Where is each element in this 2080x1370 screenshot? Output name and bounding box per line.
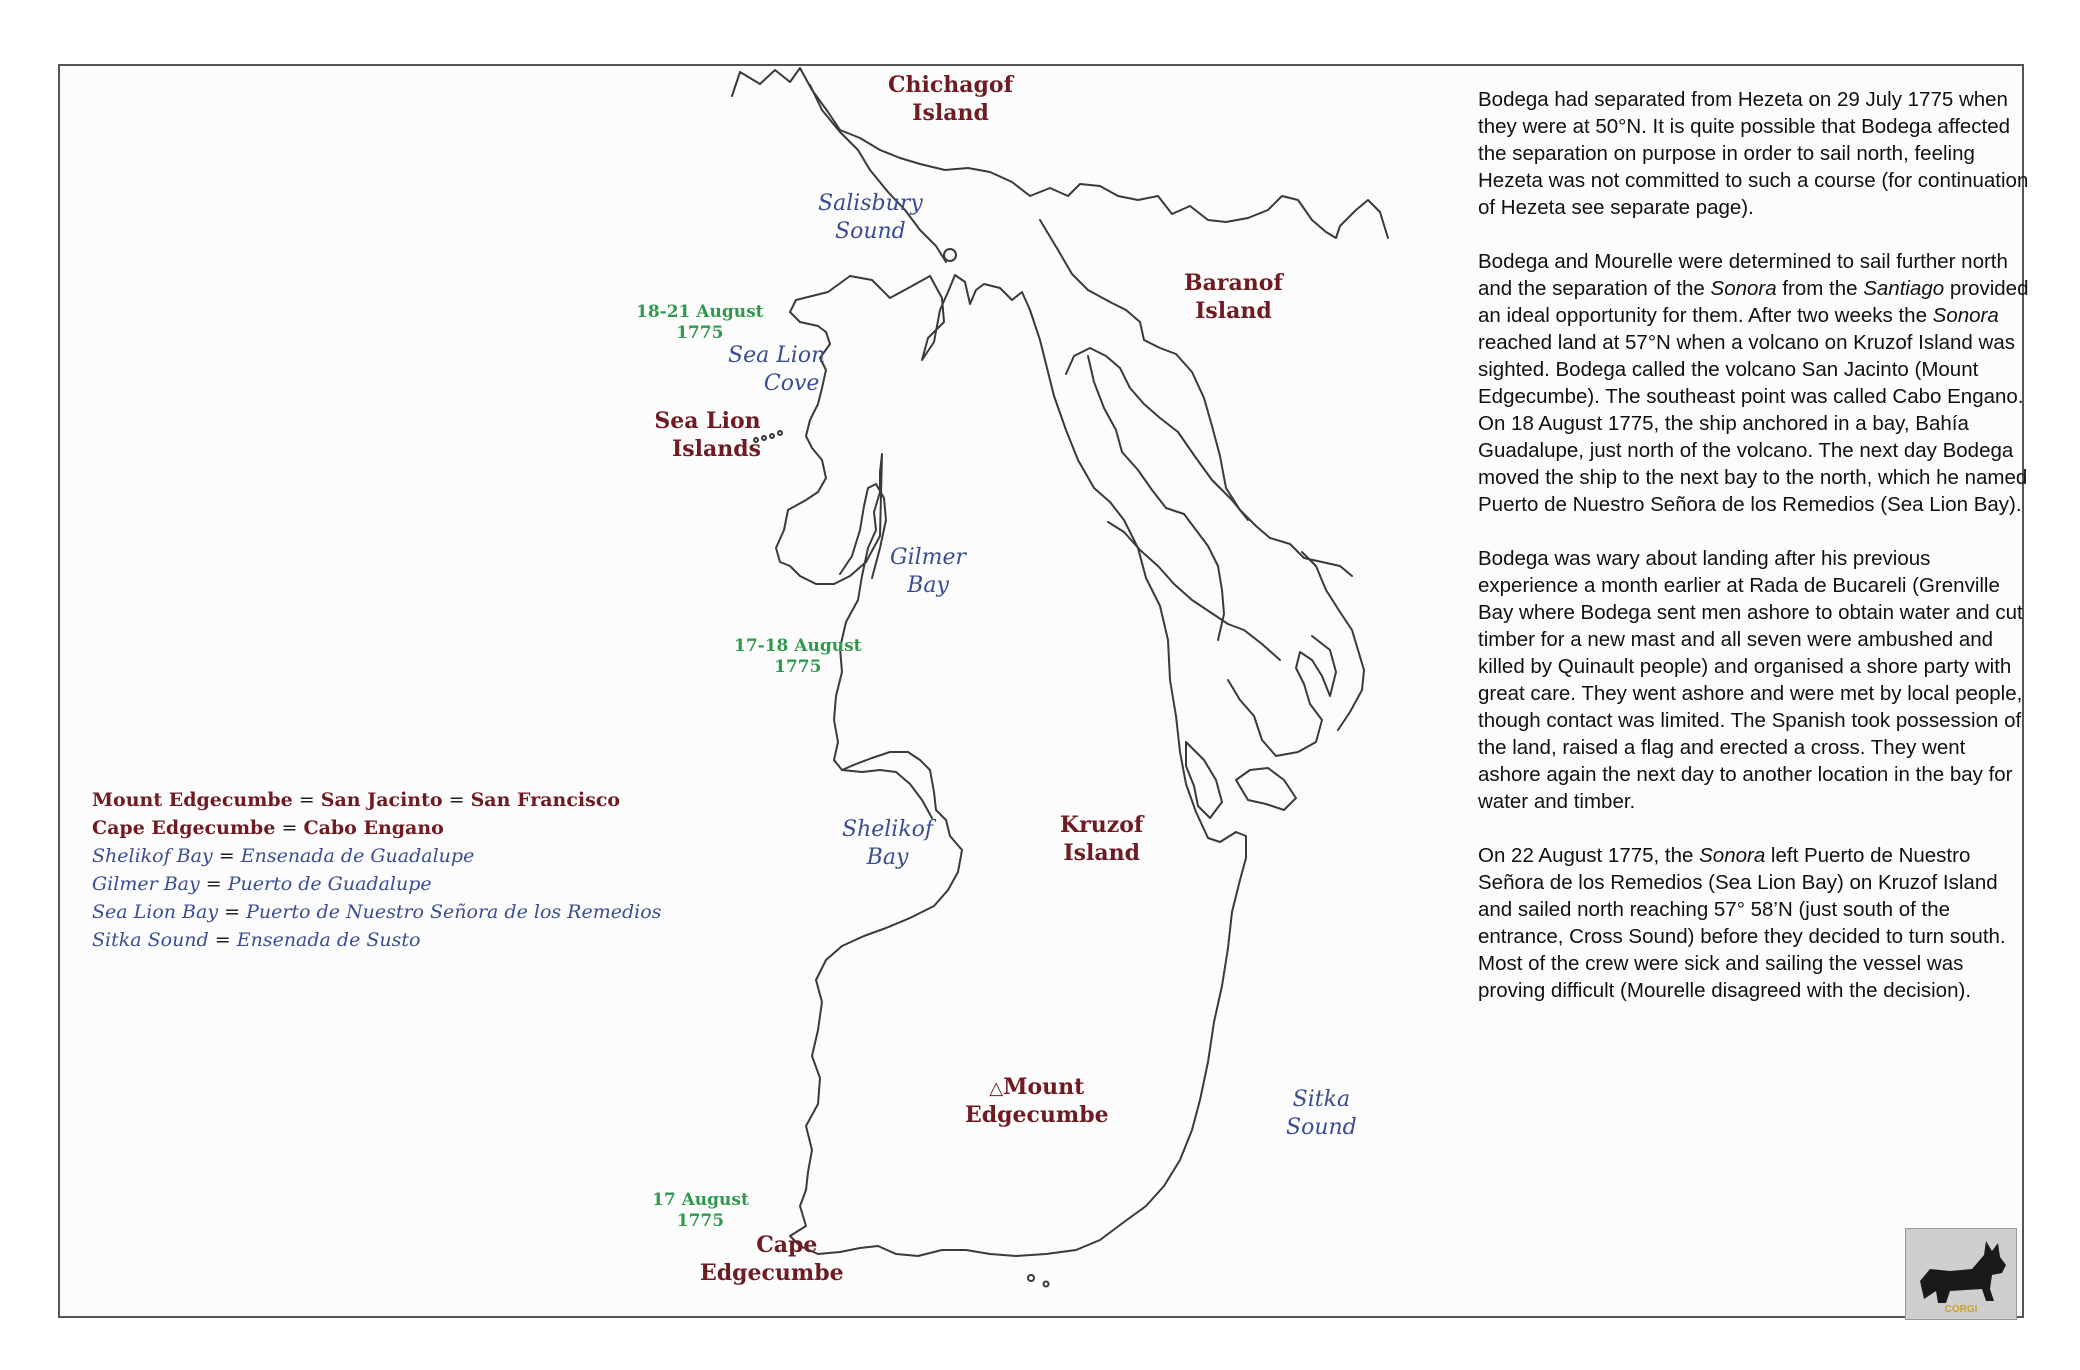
label-baranof-island: Baranof Island: [1184, 270, 1283, 324]
sitka-islands: [1228, 636, 1336, 756]
label-mount-edgecumbe: △Mount Edgecumbe: [965, 1074, 1109, 1128]
legend-row: Mount Edgecumbe = San Jacinto = San Francisco: [92, 789, 621, 811]
volcano-icon: △: [989, 1078, 1004, 1099]
narrative-text: [1478, 86, 2033, 1031]
label-date-17-august: 17 August 1775: [652, 1190, 749, 1232]
narrative-paragraph: On 22 August 1775, the Sonora left Puerto de Nuestro Señora de los Remedios (Sea Lion Bay) on Kruzof Island and sailed north reaching 57° 58’N (just south of the entrance, Cross Sound) before they decided to turn south. Most of the crew were sick and sailing the vessel was proving difficult (Mourelle disagreed with the decision).: [1478, 844, 2006, 1002]
label-sitka-sound: Sitka Sound: [1286, 1087, 1357, 1140]
map-legend: [92, 786, 661, 954]
label-kruzof-island: Kruzof Island: [1060, 812, 1144, 866]
legend-row: Cape Edgecumbe = Cabo Engano: [92, 817, 444, 839]
label-chichagof-island: Chichagof Island: [888, 72, 1014, 126]
sitka-islands-2: [1236, 768, 1296, 810]
label-sea-lion-islands: Sea Lion Islands: [654, 408, 762, 462]
legend-row: Gilmer Bay = Puerto de Guadalupe: [92, 873, 432, 895]
narrative-paragraph: Bodega had separated from Hezeta on 29 July 1775 when they were at 50°N. It is quite possible that Bodega affected the separation on purpose in order to sail north, feeling Hezeta was not committed to such a course (for continuation of Hezeta see separate page).: [1478, 88, 2029, 219]
label-cape-edgecumbe: Cape Edgecumbe: [700, 1232, 844, 1286]
narrative-paragraph: Bodega and Mourelle were determined to sail further north and the separation of the Sonora from the Santiago provided an ideal opportunity for them. After two weeks the Sonora reached land at 57°N when a volcano on Kruzof Island was sighted. Bodega called the volcano San Jacinto (Mount Edgecumbe). The southeast point was called Cabo Engano. On 18 August 1775, the ship anchored in a bay, Bahía Guadalupe, just north of the volcano. The next day Bodega moved the ship to the next bay to the north, which he named Puerto de Nuestro Señora de los Remedios (Sea Lion Bay).: [1478, 250, 2029, 516]
label-sea-lion-cove: Sea Lion Cove: [728, 343, 826, 396]
corgi-logo: [1905, 1228, 2017, 1320]
legend-row: Sitka Sound = Ensenada de Susto: [92, 929, 421, 951]
label-date-17-18-august: 17-18 August 1775: [734, 636, 862, 678]
shelikof-shore: [842, 770, 932, 818]
baranof-east: [1302, 552, 1364, 730]
label-date-18-21-august: 18-21 August 1775: [636, 302, 764, 344]
logo-label: CORGI: [1944, 1304, 1978, 1315]
sitka-islands-3: [1186, 742, 1222, 818]
baranof-islands-2: [1108, 522, 1280, 660]
baranof-inner-shore: [1066, 348, 1248, 520]
label-gilmer-bay: Gilmer Bay: [890, 545, 967, 598]
narrative-paragraph: Bodega was wary about landing after his previous experience a month earlier at Rada de Bucareli (Grenville Bay where Bodega sent men ashore to obtain water and cut timber for a new mast and all seven were ambushed and killed by Quinault people) and organised a shore party with great care. They went ashore and were met by local people, though contact was limited. The Spanish took possession of the land, raised a flag and erected a cross. They went ashore again the next day to another location in the bay for water and timber.: [1478, 547, 2023, 813]
label-salisbury-sound: Salisbury Sound: [818, 191, 923, 244]
label-shelikof-bay: Shelikof Bay: [842, 817, 934, 870]
legend-row: Shelikof Bay = Ensenada de Guadalupe: [92, 845, 475, 867]
legend-row: Sea Lion Bay = Puerto de Nuestro Señora de los Remedios: [92, 901, 662, 923]
